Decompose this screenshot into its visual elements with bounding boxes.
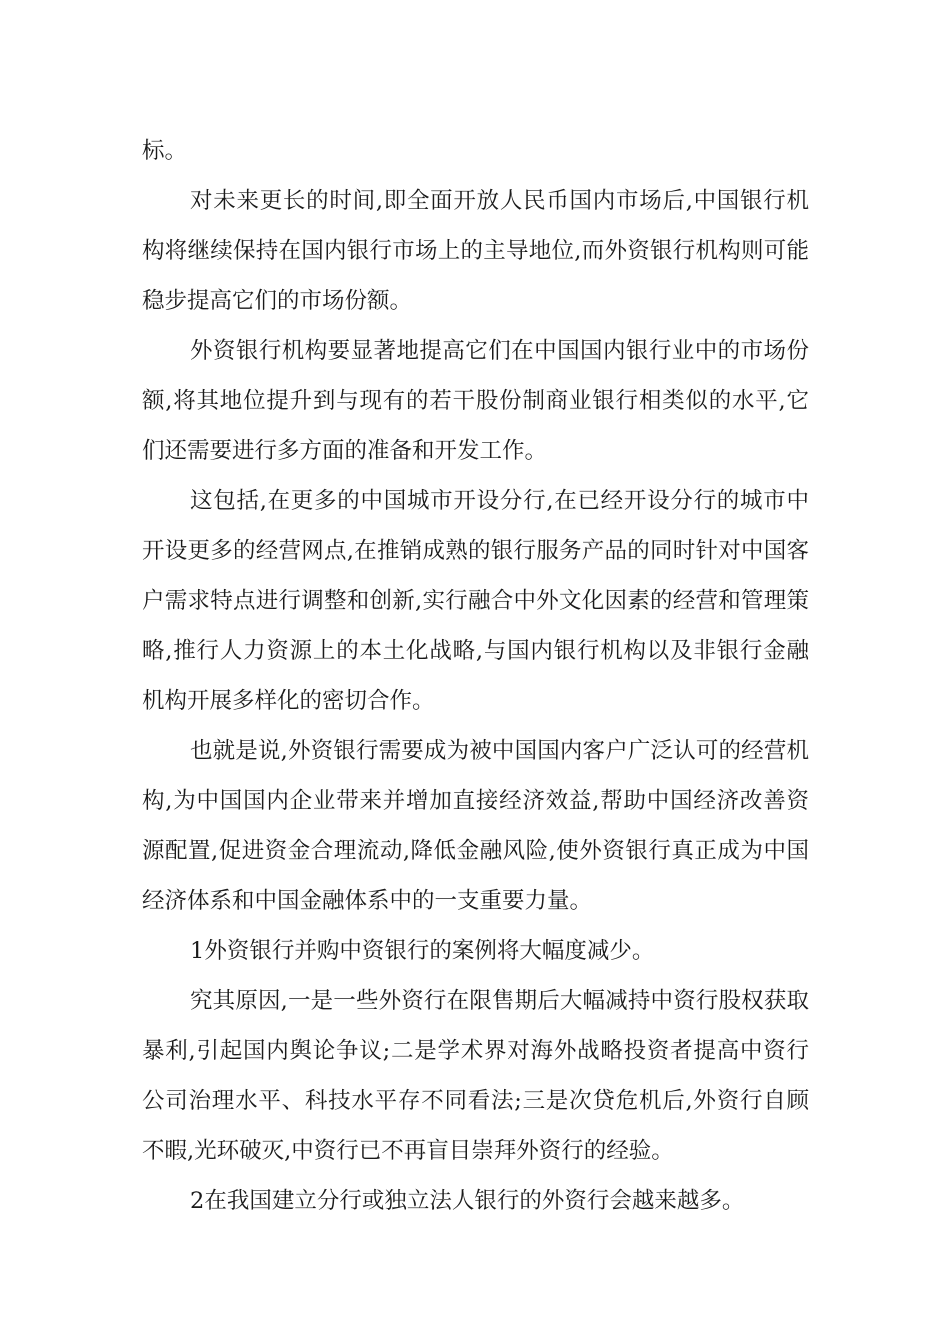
- text-line: 1外资银行并购中资银行的案例将大幅度减少。: [190, 938, 655, 964]
- text-line: 标。: [142, 138, 188, 164]
- text-line: 2在我国建立分行或独立法人银行的外资行会越来越多。: [190, 1188, 745, 1214]
- text-line: 对未来更长的时间,即全面开放人民币国内市场后,中国银行机: [190, 188, 809, 214]
- text-line: 稳步提高它们的市场份额。: [142, 288, 413, 314]
- text-line: 开设更多的经营网点,在推销成熟的银行服务产品的同时针对中国客: [142, 538, 809, 564]
- text-line: 们还需要进行多方面的准备和开发工作。: [142, 438, 548, 464]
- text-line: 略,推行人力资源上的本土化战略,与国内银行机构以及非银行金融: [142, 638, 809, 664]
- text-line: 究其原因,一是一些外资行在限售期后大幅减持中资行股权获取: [190, 988, 809, 1014]
- text-line: 这包括,在更多的中国城市开设分行,在已经开设分行的城市中: [190, 488, 809, 514]
- text-line: 额,将其地位提升到与现有的若干股份制商业银行相类似的水平,它: [142, 388, 809, 414]
- text-line: 构将继续保持在国内银行市场上的主导地位,而外资银行机构则可能: [142, 238, 809, 264]
- text-line: 暴利,引起国内舆论争议;二是学术界对海外战略投资者提高中资行: [142, 1038, 809, 1064]
- text-line: 外资银行机构要显著地提高它们在中国国内银行业中的市场份: [190, 338, 809, 364]
- text-line: 机构开展多样化的密切合作。: [142, 688, 435, 714]
- text-line: 源配置,促进资金合理流动,降低金融风险,使外资银行真正成为中国: [142, 838, 809, 864]
- text-line: 也就是说,外资银行需要成为被中国国内客户广泛认可的经营机: [190, 738, 809, 764]
- text-line: 公司治理水平、科技水平存不同看法;三是次贷危机后,外资行自顾: [142, 1088, 809, 1114]
- text-line: 构,为中国国内企业带来并增加直接经济效益,帮助中国经济改善资: [142, 788, 809, 814]
- text-line: 经济体系和中国金融体系中的一支重要力量。: [142, 888, 593, 914]
- text-line: 户需求特点进行调整和创新,实行融合中外文化因素的经营和管理策: [142, 588, 809, 614]
- text-line: 不暇,光环破灭,中资行已不再盲目崇拜外资行的经验。: [142, 1138, 674, 1164]
